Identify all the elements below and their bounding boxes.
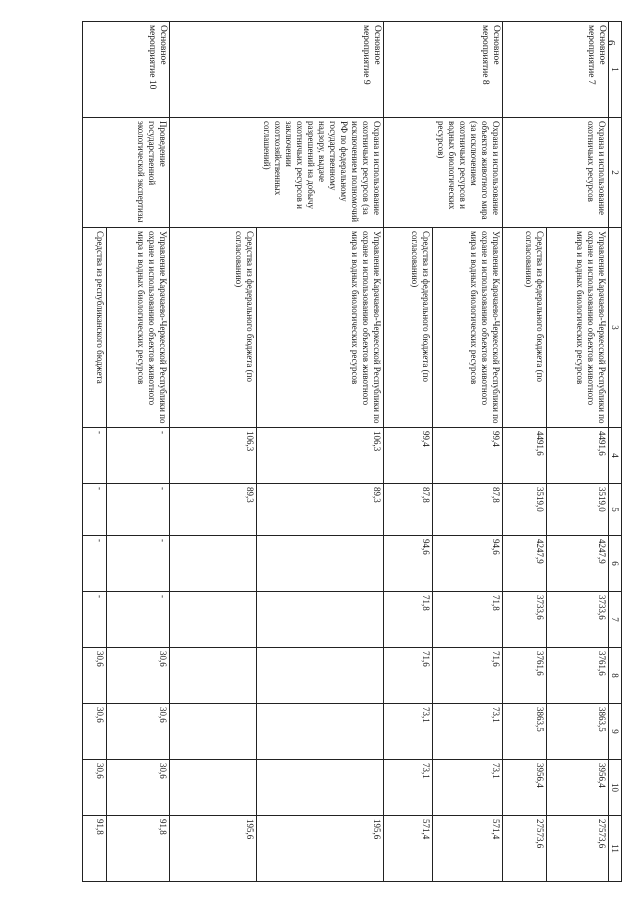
value-cell: 4247,9 xyxy=(503,536,546,592)
value-cell: 27573,6 xyxy=(546,816,608,882)
executor-cell: Управление Карачаево-Черкесской Республики по охране и использованию объектов животного мира и водных биологических ресурсов xyxy=(257,228,384,428)
value-cell: - xyxy=(107,536,169,592)
value-cell: 3863,5 xyxy=(503,704,546,760)
value-cell: 71,8 xyxy=(384,592,433,648)
column-header: 1 xyxy=(609,22,622,118)
column-header: 7 xyxy=(609,592,622,648)
value-cell: 3733,6 xyxy=(546,592,608,648)
value-cell: 91,8 xyxy=(107,816,169,882)
table-row xyxy=(257,22,384,882)
value-cell: 99,4 xyxy=(433,428,503,484)
value-cell: 195,6 xyxy=(257,816,384,882)
value-cell: 571,4 xyxy=(433,816,503,882)
value-cell: 73,1 xyxy=(433,760,503,816)
value-cell: - xyxy=(107,592,169,648)
value-cell: 89,3 xyxy=(257,484,384,536)
measure-name-cell: Проведение государственной экологической экспертизы xyxy=(83,118,170,228)
value-cell xyxy=(257,648,384,704)
value-cell: 30,6 xyxy=(83,704,107,760)
value-cell: 3519,0 xyxy=(503,484,546,536)
executor-cell: Средства из федерального бюджета (по согласованию) xyxy=(503,228,546,428)
value-cell: 94,6 xyxy=(433,536,503,592)
measure-cell: Основное мероприятие 8 xyxy=(384,22,503,118)
value-cell xyxy=(169,536,257,592)
executor-cell: Управление Карачаево-Черкесской Республики по охране и использованию объектов животного мира и водных биологических ресурсов xyxy=(107,228,169,428)
value-cell: 3519,0 xyxy=(546,484,608,536)
value-cell: 4491,6 xyxy=(503,428,546,484)
value-cell xyxy=(257,592,384,648)
value-cell: 3863,5 xyxy=(546,704,608,760)
value-cell: 87,8 xyxy=(384,484,433,536)
value-cell: 3733,6 xyxy=(503,592,546,648)
value-cell: - xyxy=(83,592,107,648)
document-table-wrapper xyxy=(82,21,622,881)
value-cell: 71,6 xyxy=(433,648,503,704)
value-cell: 99,4 xyxy=(384,428,433,484)
value-cell: - xyxy=(83,484,107,536)
value-cell: 3956,4 xyxy=(503,760,546,816)
value-cell: 71,6 xyxy=(384,648,433,704)
value-cell: 30,6 xyxy=(83,760,107,816)
value-cell: 73,1 xyxy=(384,704,433,760)
value-cell: 73,1 xyxy=(433,704,503,760)
measure-cell: Основное мероприятие 9 xyxy=(169,22,384,118)
header-row xyxy=(609,22,622,882)
value-cell xyxy=(257,704,384,760)
column-header: 6 xyxy=(609,536,622,592)
value-cell xyxy=(169,648,257,704)
measure-name-cell: Охрана и использование охотничьих ресурсов (за исключением полномочий РФ по федеральному государственному надзору, выдаче разрешений на добычу охотничьих ресурсов и заключении охотхозяйственных соглашений) xyxy=(169,118,384,228)
measure-name-cell: Охрана и использование охотничьих ресурсов xyxy=(503,118,609,228)
column-header: 8 xyxy=(609,648,622,704)
measure-cell: Основное мероприятие 10 xyxy=(83,22,170,118)
column-header: 3 xyxy=(609,228,622,428)
value-cell: - xyxy=(107,428,169,484)
executor-cell: Средства из федерального бюджета (по согласованию) xyxy=(384,228,433,428)
value-cell: 91,8 xyxy=(83,816,107,882)
value-cell: 87,8 xyxy=(433,484,503,536)
column-header: 4 xyxy=(609,428,622,484)
value-cell: 571,4 xyxy=(384,816,433,882)
value-cell: 94,6 xyxy=(384,536,433,592)
value-cell: 30,6 xyxy=(107,648,169,704)
value-cell: - xyxy=(107,484,169,536)
value-cell xyxy=(257,760,384,816)
value-cell: 106,3 xyxy=(169,428,257,484)
value-cell: 27573,6 xyxy=(503,816,546,882)
column-header: 5 xyxy=(609,484,622,536)
column-header: 10 xyxy=(609,760,622,816)
value-cell: - xyxy=(83,536,107,592)
value-cell: 30,6 xyxy=(107,760,169,816)
value-cell xyxy=(169,760,257,816)
page-number: 6 xyxy=(605,40,617,46)
table-row xyxy=(546,22,608,882)
table-row xyxy=(433,22,503,882)
measure-name-cell: Охрана и использование объектов животного мира (за исключением охотничьих ресурсов и водных биологических ресурсов) xyxy=(384,118,503,228)
table-row xyxy=(107,22,169,882)
measure-cell: Основное мероприятие 7 xyxy=(503,22,609,118)
executor-cell: Управление Карачаево-Черкесской Республики по охране и использованию объектов животного мира и водных биологических ресурсов xyxy=(546,228,608,428)
value-cell xyxy=(169,592,257,648)
value-cell: 89,3 xyxy=(169,484,257,536)
column-header: 2 xyxy=(609,118,622,228)
value-cell: 73,1 xyxy=(384,760,433,816)
value-cell: 4491,6 xyxy=(546,428,608,484)
column-header: 11 xyxy=(609,816,622,882)
value-cell: 3956,4 xyxy=(546,760,608,816)
value-cell: 195,6 xyxy=(169,816,257,882)
column-header: 9 xyxy=(609,704,622,760)
value-cell: - xyxy=(83,428,107,484)
value-cell xyxy=(169,704,257,760)
value-cell: 30,6 xyxy=(83,648,107,704)
value-cell: 106,3 xyxy=(257,428,384,484)
value-cell: 3761,6 xyxy=(503,648,546,704)
value-cell: 71,8 xyxy=(433,592,503,648)
budget-table xyxy=(82,21,622,882)
executor-cell: Средства из федерального бюджета (по согласованию) xyxy=(169,228,257,428)
executor-cell: Средства из республиканского бюджета xyxy=(83,228,107,428)
value-cell: 30,6 xyxy=(107,704,169,760)
value-cell: 3761,6 xyxy=(546,648,608,704)
value-cell: 4247,9 xyxy=(546,536,608,592)
value-cell xyxy=(257,536,384,592)
executor-cell: Управление Карачаево-Черкесской Республики по охране и использованию объектов животного мира и водных биологических ресурсов xyxy=(433,228,503,428)
